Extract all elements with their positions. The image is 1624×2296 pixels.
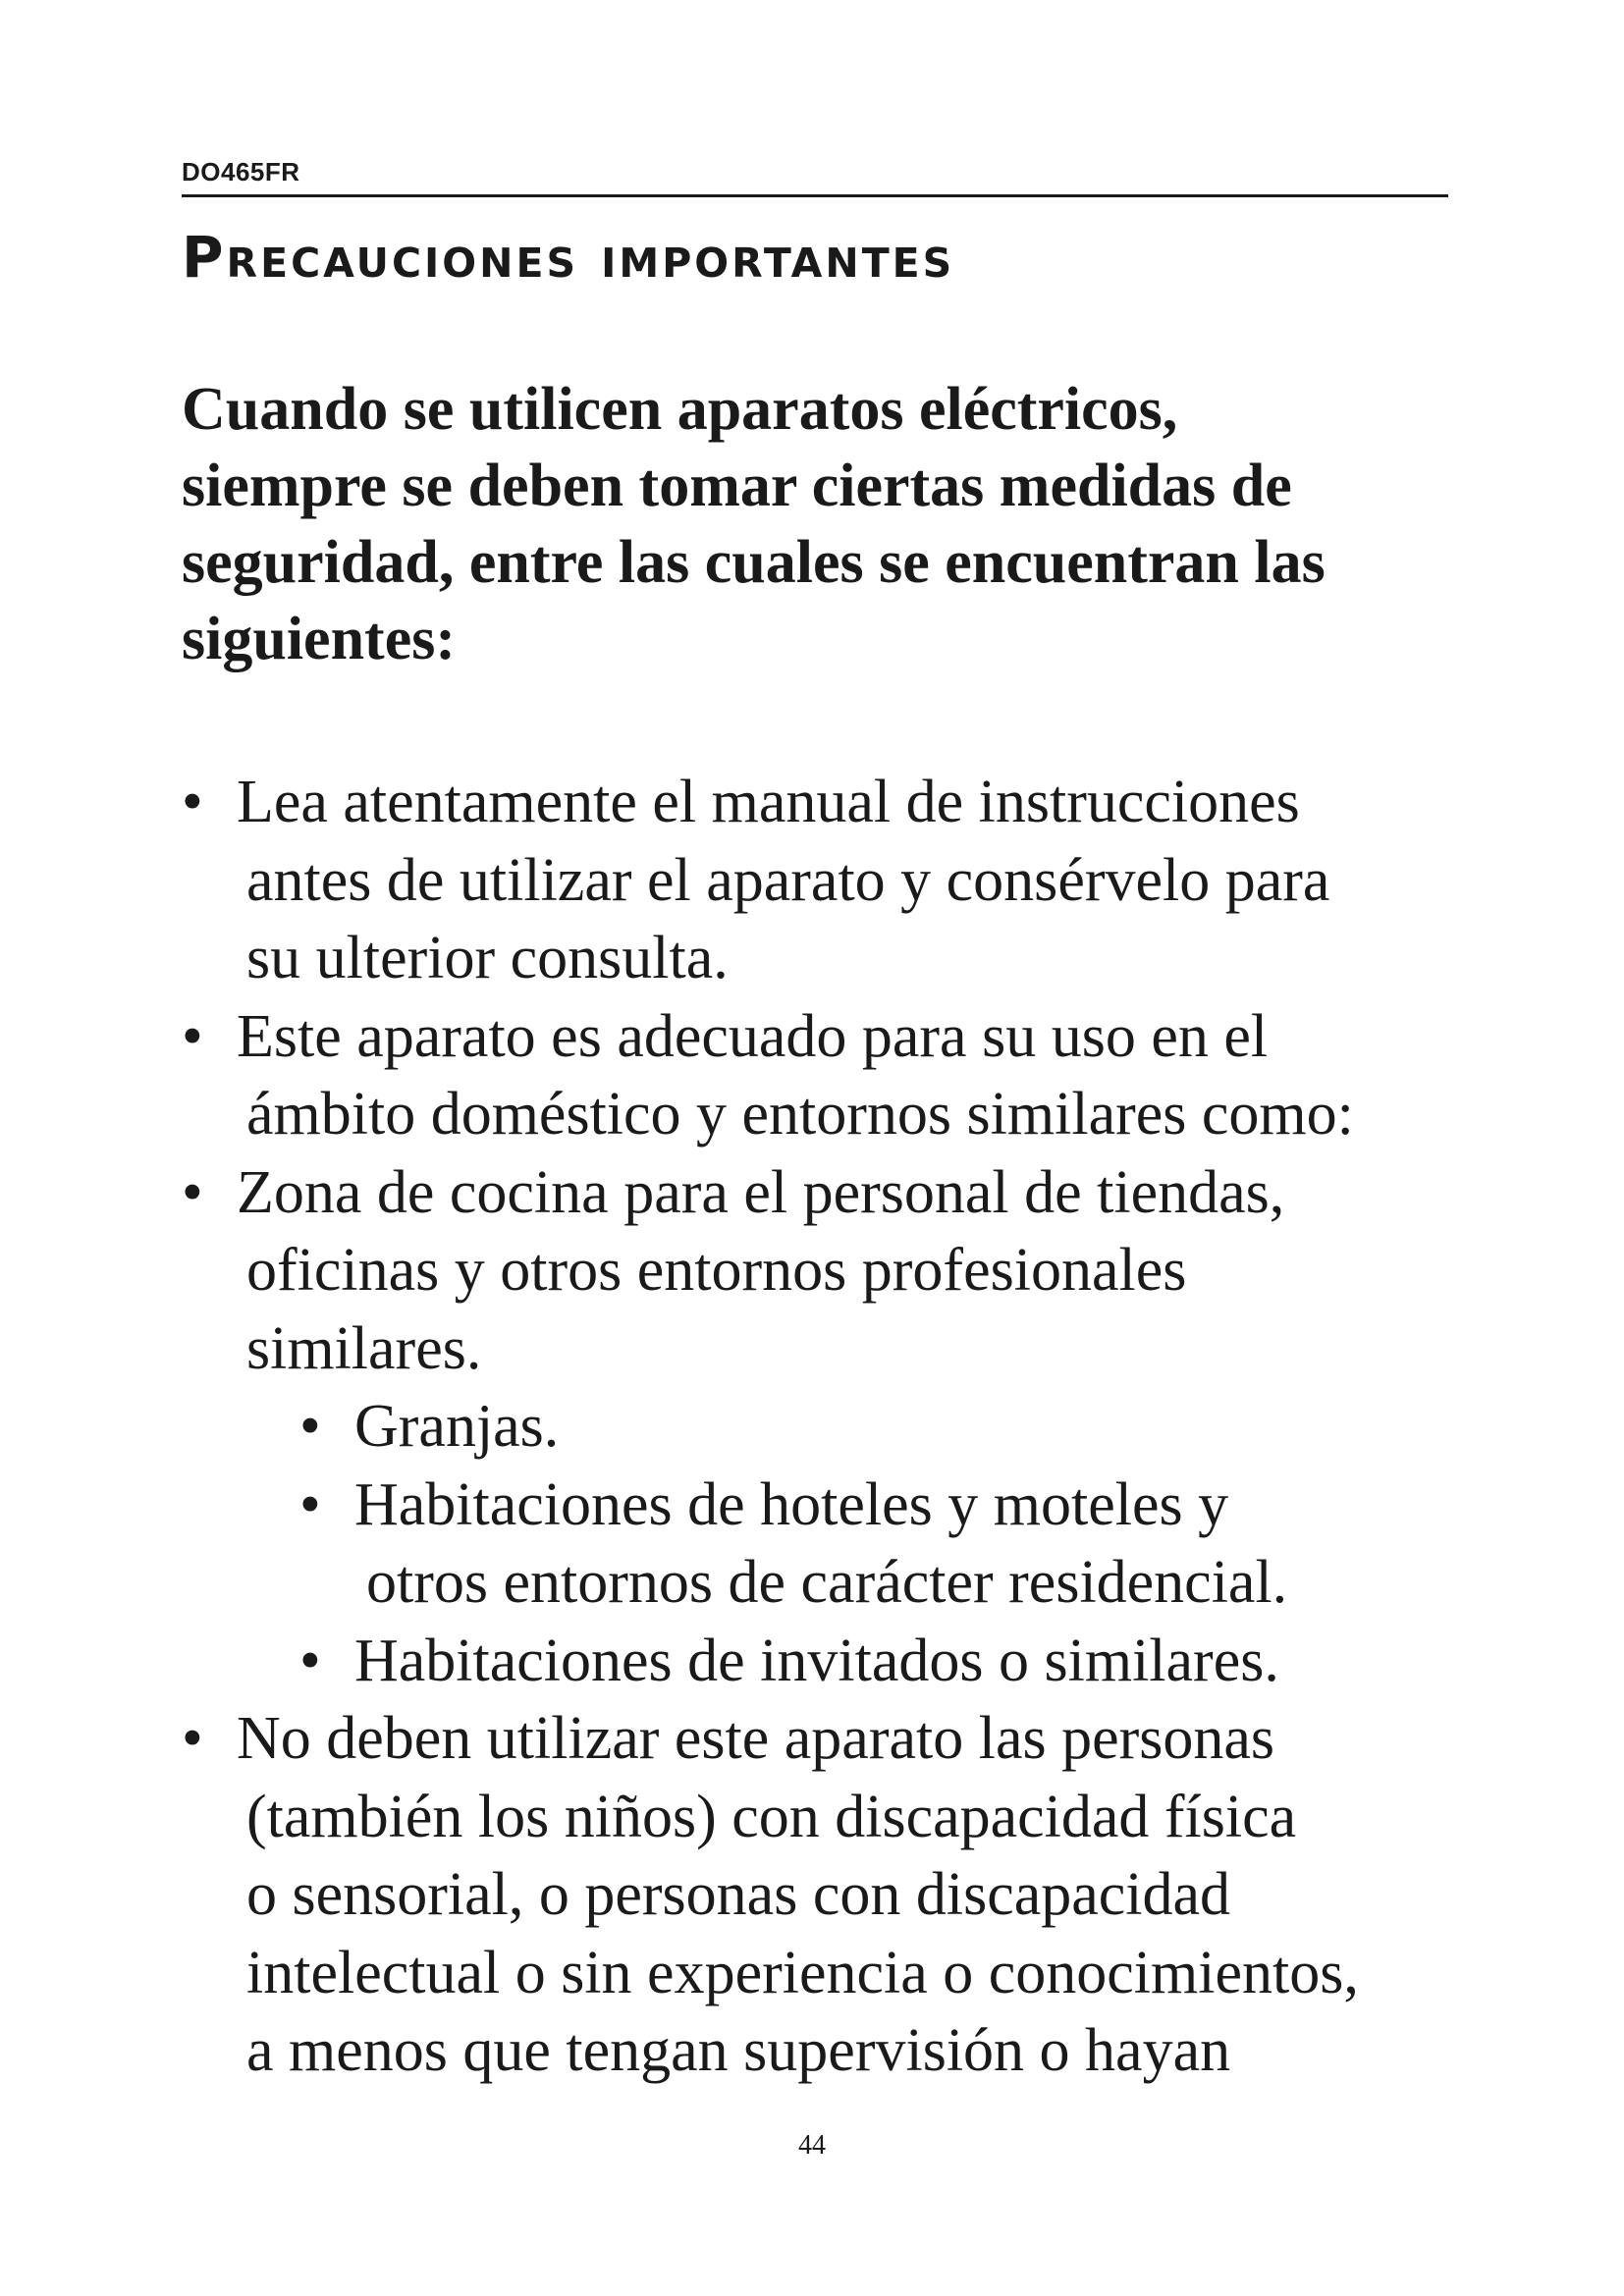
intro-paragraph	[182, 371, 1458, 677]
bullet-icon: •	[182, 1002, 203, 1070]
list-item-text: ámbito doméstico y entornos similares como:	[246, 1081, 1354, 1148]
bullet-icon: •	[299, 1627, 321, 1694]
sub-list-item	[299, 1623, 1478, 1701]
list-item-text: Este aparato es adecuado para su uso en el	[237, 1002, 1269, 1070]
list-item	[182, 1700, 1478, 2091]
list-item-text: Lea atentamente el manual de instrucciones	[237, 769, 1300, 835]
intro-line: siguientes:	[182, 606, 456, 672]
list-item	[182, 998, 1478, 1154]
bullet-icon: •	[182, 769, 203, 835]
intro-line: siempre se deben tomar ciertas medidas de	[182, 453, 1292, 519]
precautions-list	[182, 764, 1478, 2091]
list-item	[182, 1154, 1478, 1389]
list-item-text: oficinas y otros entornos profesionales	[246, 1237, 1187, 1304]
bullet-icon: •	[299, 1470, 321, 1538]
list-item-text: o sensorial, o personas con discapacidad	[246, 1861, 1231, 1928]
list-item-text: antes de utilizar el aparato y consérvelo para	[246, 846, 1330, 914]
page-title: Precauciones importantes	[182, 224, 955, 291]
list-item-text: su ulterior consulta.	[246, 925, 729, 991]
list-item-text: a menos que tengan supervisión o hayan	[246, 2017, 1231, 2084]
model-number: DO465FR	[182, 157, 300, 187]
list-item-text: otros entornos de carácter residencial.	[366, 1549, 1288, 1616]
list-item-text: Granjas.	[354, 1393, 560, 1460]
list-item-text: intelectual o sin experiencia o conocimientos,	[246, 1939, 1359, 2006]
intro-line: Cuando se utilicen aparatos eléctricos,	[182, 376, 1178, 443]
list-item-text: (también los niños) con discapacidad física	[246, 1783, 1297, 1850]
page-number: 44	[798, 2130, 826, 2161]
header-divider	[182, 194, 1448, 197]
list-item	[182, 764, 1478, 998]
bullet-icon: •	[182, 1705, 203, 1772]
sub-list-item	[299, 1388, 1478, 1467]
list-item-text: No deben utilizar este aparato las personas	[237, 1705, 1275, 1772]
bullet-icon: •	[182, 1158, 203, 1226]
list-item-text: Habitaciones de invitados o similares.	[354, 1627, 1279, 1694]
intro-line: seguridad, entre las cuales se encuentran las	[182, 529, 1326, 596]
bullet-icon: •	[299, 1393, 321, 1460]
sub-list-item	[299, 1467, 1478, 1623]
list-item-text: Zona de cocina para el personal de tiendas,	[237, 1158, 1285, 1226]
list-item-text: similares.	[246, 1314, 482, 1382]
list-item-text: Habitaciones de hoteles y moteles y	[354, 1470, 1229, 1538]
